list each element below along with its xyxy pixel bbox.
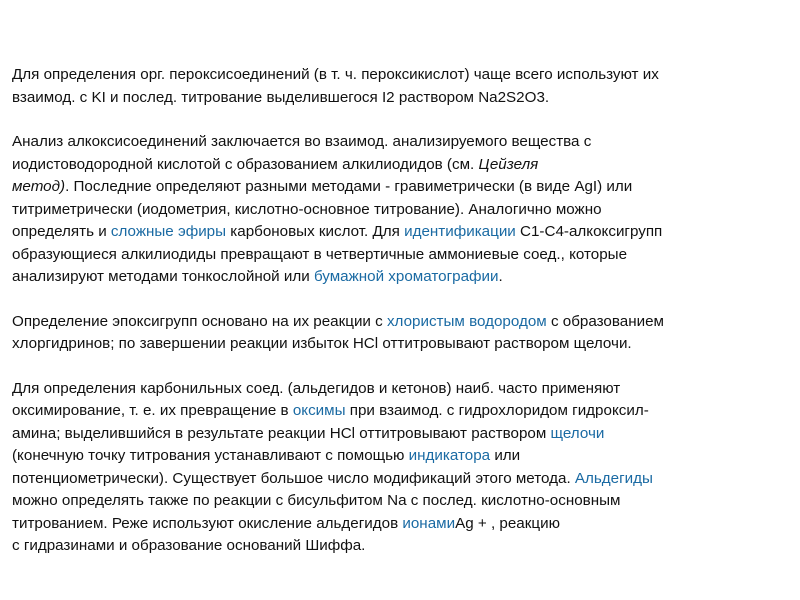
text-segment: или [490,447,521,464]
text-segment: амина; выделившийся в результате реакции HCl оттитровывают раствором [12,424,551,442]
text-segment: хлоргидринов; по завершении реакции избыток HCl оттитровывают раствором щелочи. [12,335,632,352]
paragraph [12,131,792,289]
text-segment: титриметрически (иодометрия, кислотно-основное титрование). Аналогично можно [12,200,602,218]
text-segment: с гидразинами и образование оснований Шиффа. [12,537,366,554]
text-segment: (конечную точку титрования устанавливают с помощью [12,447,409,464]
text-line [12,378,792,401]
text-line [12,176,792,199]
term-link[interactable]: индикатора [408,447,491,464]
paragraph [12,378,792,558]
text-line [12,266,792,289]
text-line [12,445,792,468]
text-segment: титрованием. Реже используют окисление альдегидов [12,514,403,532]
term-link[interactable]: идентификации [404,223,516,240]
paragraph [12,311,792,356]
term-link[interactable]: оксимы [292,402,346,419]
document-body [12,64,792,558]
text-line [12,468,792,491]
text-segment: . Последние определяют разными методами - гравиметрически (в виде AgI) или [65,178,633,195]
text-line [12,513,792,536]
text-line [12,311,792,334]
term-link[interactable]: щелочи [550,424,605,442]
text-segment: Анализ алкоксисоединений заключается во взаимод. анализируемого вещества с [12,133,592,150]
text-segment: Ag + , реакцию [455,514,560,532]
paragraph [12,64,792,109]
text-segment: образующиеся алкилиодиды превращают в четвертичные аммониевые соед., которые [12,245,628,263]
text-segment: иодистоводородной кислотой с образованием алкилиодидов (см. [12,155,479,173]
text-segment: анализируют методами тонкослойной или [12,268,314,285]
text-segment: можно определять также по реакции с бисульфитом Na с послед. кислотно-основным [12,492,621,509]
text-line [12,87,792,110]
text-line [12,400,792,423]
term-link[interactable]: Альдегиды [574,469,653,487]
text-segment: C1-C4-алкоксигрупп [515,223,663,240]
text-segment: карбоновых кислот. Для [226,223,405,240]
text-line [12,244,792,267]
text-line [12,221,792,244]
text-segment: . [498,268,503,285]
text-line [12,535,792,558]
text-segment: взаимод. с KI и послед. титрование выделившегося I2 раствором Na2S2O3. [12,88,550,106]
term-link[interactable]: бумажной хроматографии [313,268,499,285]
term-link[interactable]: ионами [402,514,456,532]
text-line [12,131,792,154]
text-segment: Для определения орг. пероксисоединений (в т. ч. пероксикислот) чаще всего используют их [12,66,659,83]
italic-text: Цейзеля [478,155,539,173]
text-segment: с образованием [546,312,664,330]
text-segment: потенциометрически). Существует большое число модификаций этого метода. [12,469,575,487]
italic-text: метод) [12,178,66,195]
text-line [12,64,792,87]
text-segment: при взаимод. с гидрохлоридом гидроксил- [345,402,649,419]
term-link[interactable]: хлористым водородом [386,312,547,330]
text-segment: оксимирование, т. е. их превращение в [12,402,293,419]
text-line [12,490,792,513]
text-line [12,154,792,177]
text-line [12,423,792,446]
text-segment: определять и [12,223,111,240]
term-link[interactable]: сложные эфиры [110,223,227,240]
text-line [12,199,792,222]
text-segment: Определение эпоксигрупп основано на их реакции с [12,312,387,330]
text-segment: Для определения карбонильных соед. (альдегидов и кетонов) наиб. часто применяют [12,379,621,397]
text-line [12,333,792,356]
